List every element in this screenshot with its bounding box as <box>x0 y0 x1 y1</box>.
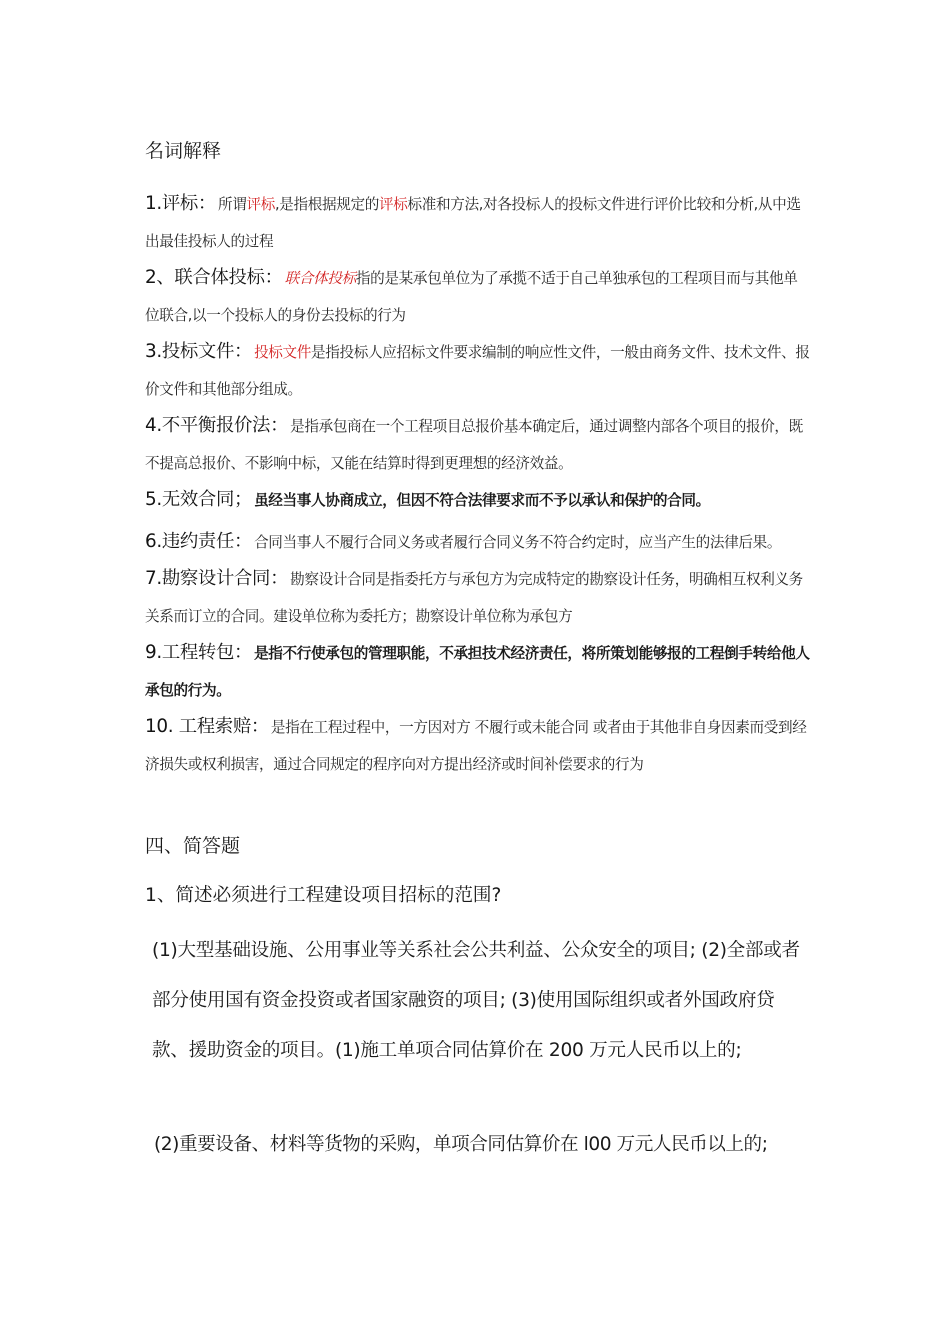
term-label: 7.勘察设计合同： <box>145 568 289 589</box>
term-label: 4.不平衡报价法： <box>145 415 289 436</box>
term-label: 1.评标： <box>145 193 216 214</box>
section-heading: 名词解释 <box>145 140 222 162</box>
term-label: 2、联合体投标： <box>145 267 283 288</box>
highlighted-term: 评标 <box>378 196 408 213</box>
definition-text: 是指不行使承包的管理职能，不承担技术经济责任，将所策划能够报的工程倒手转给他人承包的行为。 <box>145 645 810 699</box>
definition-item <box>145 635 810 709</box>
highlighted-term: 评标 <box>246 196 275 213</box>
definition-item <box>145 186 810 260</box>
answer-paragraph: (2)重要设备、材料等货物的采购，单项合同估算价在 l00 万元人民币以上的; <box>154 1134 768 1155</box>
definition-item <box>145 334 810 408</box>
definition-item <box>145 561 810 635</box>
highlighted-term: 联合体投标 <box>284 270 356 287</box>
term-label: 10. 工程索赔： <box>145 716 269 737</box>
definition-text: 所谓 <box>217 196 247 213</box>
definition-text: 勘察设计合同是指委托方与承包方为完成特定的勘察设计任务，明确相互权利义务关系而订立的合同。建设单位称为委托方；勘察设计单位称为承包方 <box>145 571 803 625</box>
term-label: 5.无效合同； <box>145 489 253 510</box>
definition-text: 是指在工程过程中，一方因对方 不履行或未能合同 或者由于其他非自身因素而受到经济损失或权利损害，通过合同规定的程序向对方提出经济或时间补偿要求的行为 <box>145 719 807 773</box>
term-label: 9.工程转包： <box>145 642 253 663</box>
definition-text: 虽经当事人协商成立，但因不符合法律要求而不予以承认和保护的合同。 <box>254 492 710 509</box>
section-title: 四、简答题 <box>145 835 241 857</box>
definition-list <box>145 186 810 783</box>
definition-text: 是指投标人应招标文件要求编制的响应性文件，一般由商务文件、技术文件、报价文件和其他部分组成。 <box>145 344 810 398</box>
definition-text: 合同当事人不履行合同义务或者履行合同义务不符合约定时，应当产生的法律后果。 <box>254 533 782 551</box>
definition-text: 是指承包商在一个工程项目总报价基本确定后，通过调整内部各个项目的报价，既不提高总报价、不影响中标，又能在结算时得到更理想的经济效益。 <box>145 418 803 472</box>
term-label: 6.违约责任： <box>145 530 253 552</box>
definition-item <box>145 408 810 482</box>
definition-item <box>145 524 810 562</box>
definition-text: 指的是某承包单位为了承揽不适于自己单独承包的工程项目而与其他单位联合,以一个投标人的身份去投标的行为 <box>145 270 798 324</box>
definition-item <box>145 709 810 783</box>
definition-text: ,是指根据规定的 <box>274 196 379 213</box>
definition-item <box>145 260 810 334</box>
definition-item <box>145 482 810 520</box>
definition-text: 标准和方法,对各投标人的投标文件进行评价比较和分析,从中选出最佳投标人的过程 <box>145 196 801 250</box>
answer-paragraph: (1)大型基础设施、公用事业等关系社会公共利益、公众安全的项目; (2)全部或者部分使用国有资金投资或者国家融资的项目; (3)使用国际组织或者外国政府贷款、援助资金的项目。(1)施工单项合同估算价在 200 万元人民币以上的; <box>152 940 800 1061</box>
term-label: 3.投标文件： <box>145 341 253 362</box>
highlighted-term: 投标文件 <box>254 344 312 361</box>
question-title: 1、简述必须进行工程建设项目招标的范围? <box>145 885 502 906</box>
